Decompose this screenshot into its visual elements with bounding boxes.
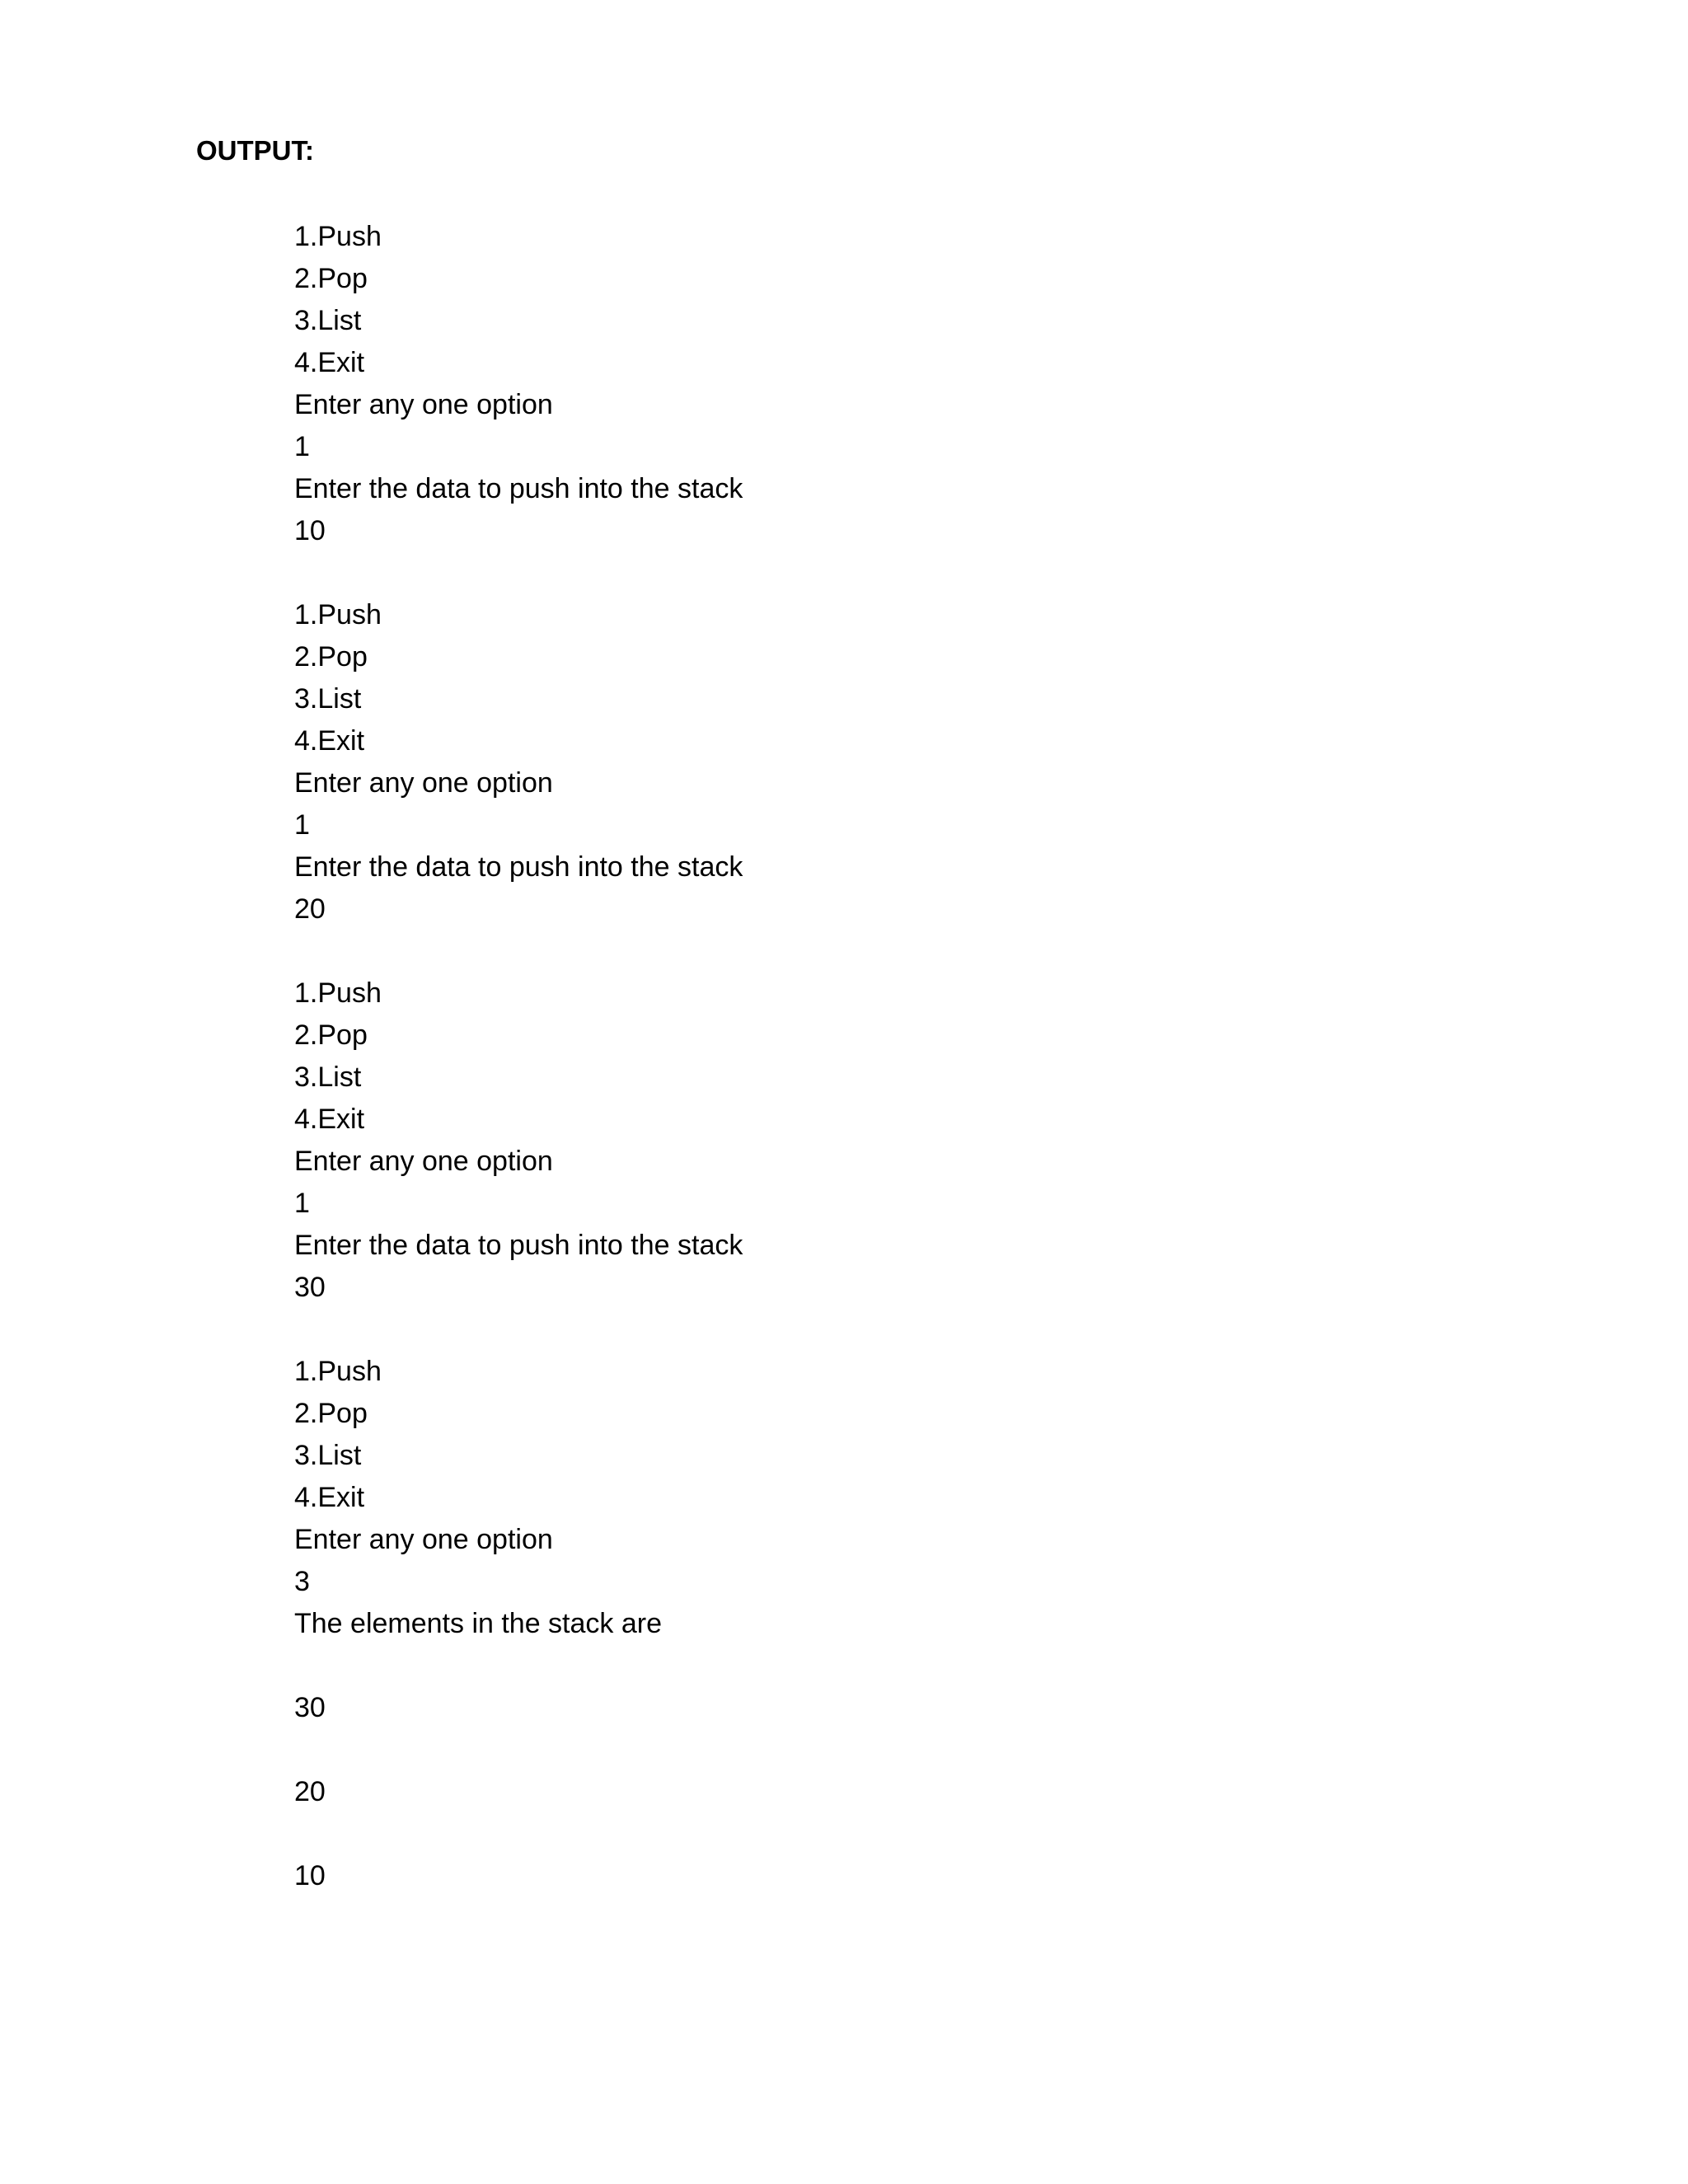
output-line: 1 <box>294 431 310 462</box>
output-line: 2.Pop <box>294 641 368 673</box>
blank-line <box>294 1813 1448 1855</box>
output-heading: OUTPUT: <box>196 135 314 166</box>
output-line: 10 <box>294 1860 326 1891</box>
blank-line <box>294 1645 1448 1687</box>
output-line: 3.List <box>294 1440 362 1471</box>
output-line: 1 <box>294 1188 310 1219</box>
blank-line <box>294 1729 1448 1771</box>
output-line: 4.Exit <box>294 725 365 757</box>
output-line: Enter the data to push into the stack <box>294 851 743 883</box>
output-line: 4.Exit <box>294 347 365 378</box>
output-line: 2.Pop <box>294 1019 368 1051</box>
output-line: Enter any one option <box>294 389 553 420</box>
output-line: 20 <box>294 893 326 925</box>
output-line: 1.Push <box>294 977 382 1009</box>
output-line: 30 <box>294 1692 326 1723</box>
output-line: 2.Pop <box>294 263 368 294</box>
output-line: 3 <box>294 1566 310 1597</box>
program-output <box>294 216 1448 1897</box>
output-line: 20 <box>294 1776 326 1807</box>
output-line: 1.Push <box>294 1356 382 1387</box>
output-line: 3.List <box>294 1062 362 1093</box>
output-line: The elements in the stack are <box>294 1608 663 1639</box>
blank-line <box>294 930 1448 972</box>
output-line: 1.Push <box>294 599 382 630</box>
output-line: 3.List <box>294 305 362 336</box>
output-line: 30 <box>294 1272 326 1303</box>
output-line: Enter the data to push into the stack <box>294 1230 743 1261</box>
blank-line <box>294 552 1448 594</box>
output-line: Enter any one option <box>294 1146 553 1177</box>
output-line: 2.Pop <box>294 1398 368 1429</box>
output-line: 4.Exit <box>294 1482 365 1513</box>
output-line: 4.Exit <box>294 1104 365 1135</box>
output-line: 10 <box>294 515 326 546</box>
output-line: 3.List <box>294 683 362 715</box>
output-line: 1.Push <box>294 221 382 252</box>
output-line: Enter any one option <box>294 767 553 799</box>
output-line: 1 <box>294 809 310 841</box>
blank-line <box>294 1309 1448 1351</box>
output-line: Enter any one option <box>294 1524 553 1555</box>
output-line: Enter the data to push into the stack <box>294 473 743 504</box>
